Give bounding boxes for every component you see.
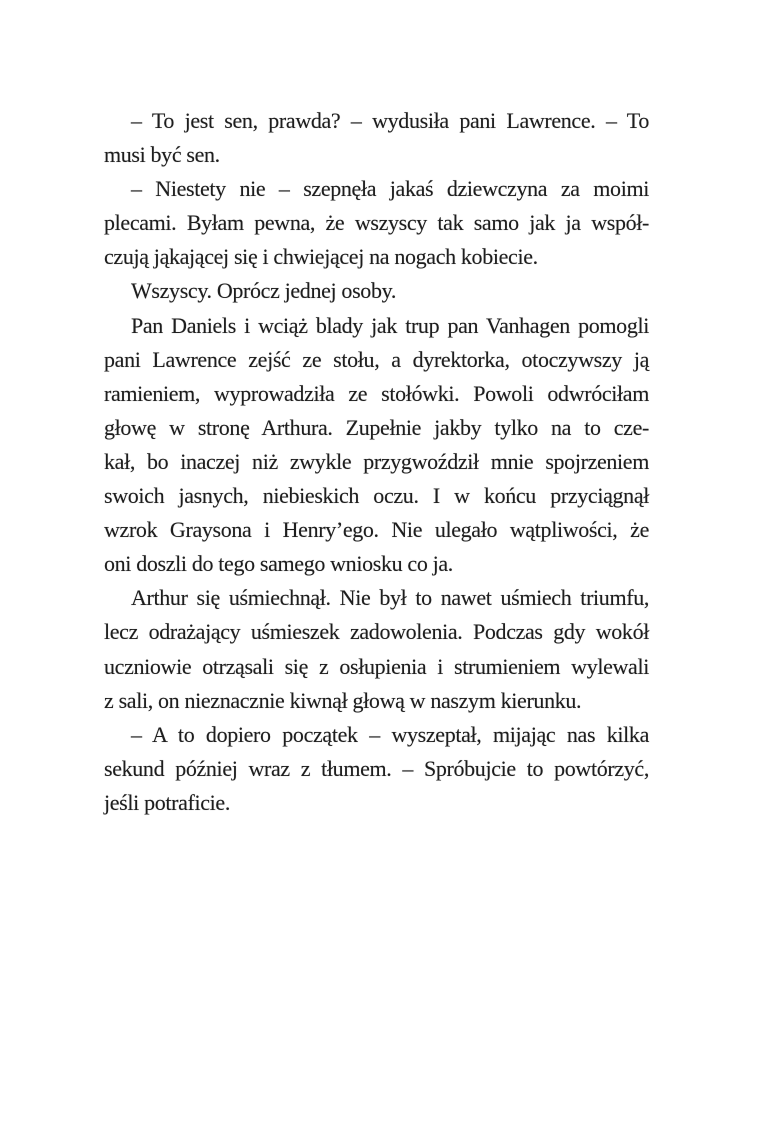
text-line: ramieniem, wyprowadziła ze stołówki. Powoli odwróciłam (104, 380, 649, 406)
text-line: uczniowie otrząsali się z osłupienia i strumieniem wylewali (104, 653, 649, 679)
text-line: oni doszli do tego samego wniosku co ja. (104, 551, 453, 577)
text-line: – Niestety nie – szepnęła jakaś dziewczyna za moimi (131, 176, 649, 202)
text-line: sekund później wraz z tłumem. – Spróbujcie to powtórzyć, (104, 755, 649, 781)
paragraph (104, 581, 649, 717)
text-line: Arthur się uśmiechnął. Nie był to nawet uśmiech triumfu, (131, 585, 649, 611)
text-line: jeśli potraficie. (104, 789, 230, 815)
text-line: – A to dopiero początek – wyszeptał, mijając nas kilka (131, 721, 649, 747)
text-line: lecz odrażający uśmieszek zadowolenia. Podczas gdy wokół (104, 619, 649, 645)
text-line: Pan Daniels i wciąż blady jak trup pan Vanhagen pomogli (131, 312, 649, 338)
paragraph (104, 104, 649, 172)
paragraph (104, 718, 649, 820)
text-line: Wszyscy. Oprócz jednej osoby. (131, 278, 396, 304)
paragraph (104, 172, 649, 274)
text-line: z sali, on nieznacznie kiwnął głową w naszym kierunku. (104, 687, 582, 713)
text-line: swoich jasnych, niebieskich oczu. I w końcu przyciągnął (104, 483, 649, 509)
text-line: musi być sen. (104, 142, 220, 168)
paragraph (104, 309, 649, 582)
text-line: głowę w stronę Arthura. Zupełnie jakby tylko na to cze- (104, 414, 649, 440)
text-line: czują jąkającej się i chwiejącej na nogach kobiecie. (104, 244, 538, 270)
paragraph (104, 274, 649, 308)
text-line: pani Lawrence zejść ze stołu, a dyrektorka, otoczywszy ją (104, 346, 649, 372)
text-line: plecami. Byłam pewna, że wszyscy tak samo jak ja współ- (104, 210, 649, 236)
text-line: kał, bo inaczej niż zwykle przygwoździł mnie spojrzeniem (104, 448, 649, 474)
text-block (104, 104, 649, 820)
text-line: – To jest sen, prawda? – wydusiła pani Lawrence. – To (131, 108, 649, 133)
text-line: wzrok Graysona i Henry’ego. Nie ulegało wątpliwości, że (104, 517, 649, 543)
